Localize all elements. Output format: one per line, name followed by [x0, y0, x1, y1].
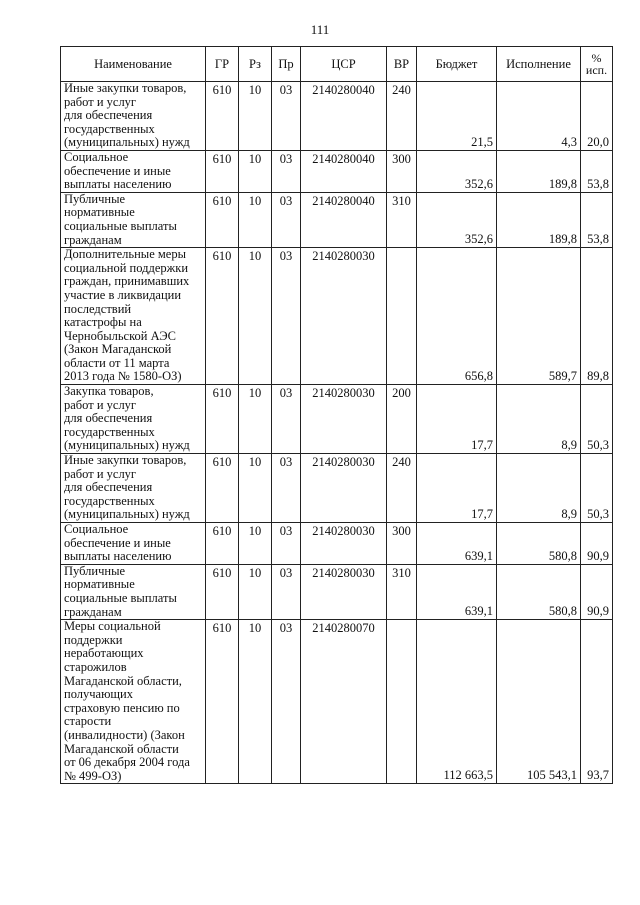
row-name-line: (муниципальных) нужд — [64, 438, 190, 453]
row-name-line: страховую пенсию по — [64, 700, 180, 715]
row-name-line: для обеспечения — [64, 480, 153, 495]
row-name — [61, 620, 206, 784]
row-csr: 2140280040 — [301, 150, 387, 192]
row-name-line: обеспечение и иные — [64, 163, 171, 178]
row-pct: 90,9 — [581, 564, 613, 619]
row-budget: 656,8 — [417, 248, 497, 385]
row-execution: 8,9 — [497, 454, 581, 523]
row-name-line: для обеспечения — [64, 108, 153, 123]
row-name-line: гражданам — [64, 604, 122, 619]
row-name-line: от 06 декабря 2004 года — [64, 755, 190, 770]
row-name-line: для обеспечения — [64, 411, 153, 426]
row-rz: 10 — [239, 385, 272, 454]
row-pct: 53,8 — [581, 192, 613, 247]
header-rz: Рз — [239, 47, 272, 82]
table-row — [61, 82, 613, 151]
row-vr: 310 — [387, 192, 417, 247]
row-pr: 03 — [272, 82, 301, 151]
row-name-line: государственных — [64, 493, 155, 508]
row-name-line: Публичные — [64, 191, 126, 206]
row-execution: 8,9 — [497, 385, 581, 454]
row-budget: 639,1 — [417, 523, 497, 565]
row-pr: 03 — [272, 248, 301, 385]
header-pr: Пр — [272, 47, 301, 82]
row-gr: 610 — [206, 523, 239, 565]
row-vr — [387, 248, 417, 385]
row-name-line: государственных — [64, 424, 155, 439]
row-name-line: (инвалидности) (Закон — [64, 727, 185, 742]
row-name-line: Иные закупки товаров, — [64, 81, 187, 95]
row-vr: 310 — [387, 564, 417, 619]
row-name — [61, 454, 206, 523]
row-rz: 10 — [239, 454, 272, 523]
row-vr: 240 — [387, 454, 417, 523]
table-row — [61, 620, 613, 784]
row-name-line: государственных — [64, 121, 155, 136]
row-csr: 2140280030 — [301, 385, 387, 454]
table-row — [61, 192, 613, 247]
row-name-line: нормативные — [64, 577, 135, 592]
row-budget: 21,5 — [417, 82, 497, 151]
row-name-line: катастрофы на — [64, 315, 142, 330]
row-csr: 2140280030 — [301, 454, 387, 523]
row-gr: 610 — [206, 454, 239, 523]
table-row — [61, 385, 613, 454]
row-name-line: выплаты населению — [64, 549, 172, 564]
row-pr: 03 — [272, 620, 301, 784]
row-gr: 610 — [206, 150, 239, 192]
row-name-line: работ и услуг — [64, 466, 137, 481]
row-pr: 03 — [272, 192, 301, 247]
row-name-line: граждан, принимавших — [64, 274, 190, 289]
row-pr: 03 — [272, 385, 301, 454]
row-gr: 610 — [206, 620, 239, 784]
row-pct: 50,3 — [581, 385, 613, 454]
row-name-line: гражданам — [64, 232, 122, 247]
row-name — [61, 385, 206, 454]
row-name — [61, 248, 206, 385]
row-pct: 53,8 — [581, 150, 613, 192]
header-pct — [581, 47, 613, 82]
row-name-line: нормативные — [64, 205, 135, 220]
row-budget: 17,7 — [417, 454, 497, 523]
row-name — [61, 150, 206, 192]
row-pct: 93,7 — [581, 620, 613, 784]
header-csr: ЦСР — [301, 47, 387, 82]
row-pct: 90,9 — [581, 523, 613, 565]
header-vr: ВР — [387, 47, 417, 82]
row-name-line: (муниципальных) нужд — [64, 135, 190, 150]
row-name-line: Дополнительные меры — [64, 247, 186, 262]
row-execution: 589,7 — [497, 248, 581, 385]
row-name-line: Публичные — [64, 563, 126, 578]
row-budget: 112 663,5 — [417, 620, 497, 784]
row-name-line: Социальное — [64, 149, 129, 164]
row-csr: 2140280030 — [301, 564, 387, 619]
row-vr: 240 — [387, 82, 417, 151]
row-name-line: работ и услуг — [64, 94, 137, 109]
row-budget: 639,1 — [417, 564, 497, 619]
table-header-row — [61, 47, 613, 82]
row-vr: 300 — [387, 150, 417, 192]
row-gr: 610 — [206, 82, 239, 151]
row-execution: 105 543,1 — [497, 620, 581, 784]
row-name-line: области от 11 марта — [64, 355, 170, 370]
row-gr: 610 — [206, 192, 239, 247]
row-vr — [387, 620, 417, 784]
row-name-line: (Закон Магаданской — [64, 342, 172, 357]
row-name-line: Иные закупки товаров, — [64, 453, 187, 468]
header-execution: Исполнение — [497, 47, 581, 82]
row-rz: 10 — [239, 82, 272, 151]
row-pr: 03 — [272, 564, 301, 619]
row-name-line: Закупка товаров, — [64, 384, 154, 399]
row-name-line: старожилов — [64, 659, 127, 674]
row-execution: 580,8 — [497, 564, 581, 619]
row-budget: 352,6 — [417, 192, 497, 247]
row-name-line: Меры социальной — [64, 619, 161, 634]
row-csr: 2140280040 — [301, 82, 387, 151]
row-name-line: старости — [64, 714, 112, 729]
row-name — [61, 82, 206, 151]
row-vr: 200 — [387, 385, 417, 454]
row-name-line: Чернобыльской АЭС — [64, 328, 176, 343]
row-name-line: выплаты населению — [64, 177, 172, 192]
row-name-line: 2013 года № 1580-ОЗ) — [64, 369, 182, 384]
row-rz: 10 — [239, 523, 272, 565]
table-row — [61, 564, 613, 619]
header-pct-line2: исп. — [585, 63, 608, 77]
row-name-line: Магаданской области — [64, 741, 179, 756]
row-name-line: социальные выплаты — [64, 218, 177, 233]
row-pr: 03 — [272, 150, 301, 192]
row-name-line: поддержки — [64, 632, 123, 647]
row-name — [61, 523, 206, 565]
row-pct: 89,8 — [581, 248, 613, 385]
row-name-line: Социальное — [64, 522, 129, 536]
row-gr: 610 — [206, 248, 239, 385]
row-execution: 189,8 — [497, 192, 581, 247]
row-name-line: участие в ликвидации — [64, 287, 182, 302]
table-row — [61, 523, 613, 565]
row-gr: 610 — [206, 564, 239, 619]
row-name-line: (муниципальных) нужд — [64, 507, 190, 522]
row-csr: 2140280030 — [301, 523, 387, 565]
header-pct-line1: % — [591, 51, 602, 65]
row-name-line: получающих — [64, 687, 134, 702]
row-name-line: неработающих — [64, 646, 144, 661]
row-pr: 03 — [272, 523, 301, 565]
row-csr: 2140280030 — [301, 248, 387, 385]
row-pct: 20,0 — [581, 82, 613, 151]
row-csr: 2140280040 — [301, 192, 387, 247]
page-number: 111 — [310, 22, 330, 37]
row-gr: 610 — [206, 385, 239, 454]
budget-table — [60, 46, 613, 784]
row-execution: 580,8 — [497, 523, 581, 565]
row-csr: 2140280070 — [301, 620, 387, 784]
header-name: Наименование — [61, 47, 206, 82]
row-pct: 50,3 — [581, 454, 613, 523]
row-execution: 189,8 — [497, 150, 581, 192]
row-name — [61, 564, 206, 619]
row-name-line: № 499-ОЗ) — [64, 768, 122, 783]
row-name-line: работ и услуг — [64, 397, 137, 412]
table-row — [61, 454, 613, 523]
row-rz: 10 — [239, 564, 272, 619]
header-gr: ГР — [206, 47, 239, 82]
row-name — [61, 192, 206, 247]
row-rz: 10 — [239, 248, 272, 385]
row-pr: 03 — [272, 454, 301, 523]
table-row — [61, 150, 613, 192]
table-body — [61, 82, 613, 784]
row-rz: 10 — [239, 620, 272, 784]
table-row — [61, 248, 613, 385]
row-rz: 10 — [239, 192, 272, 247]
row-name-line: социальные выплаты — [64, 590, 177, 605]
row-name-line: социальной поддержки — [64, 260, 189, 275]
row-budget: 352,6 — [417, 150, 497, 192]
row-name-line: Магаданской области, — [64, 673, 182, 688]
header-budget: Бюджет — [417, 47, 497, 82]
row-rz: 10 — [239, 150, 272, 192]
row-name-line: последствий — [64, 301, 132, 316]
row-vr: 300 — [387, 523, 417, 565]
row-name-line: обеспечение и иные — [64, 535, 171, 550]
row-budget: 17,7 — [417, 385, 497, 454]
row-execution: 4,3 — [497, 82, 581, 151]
